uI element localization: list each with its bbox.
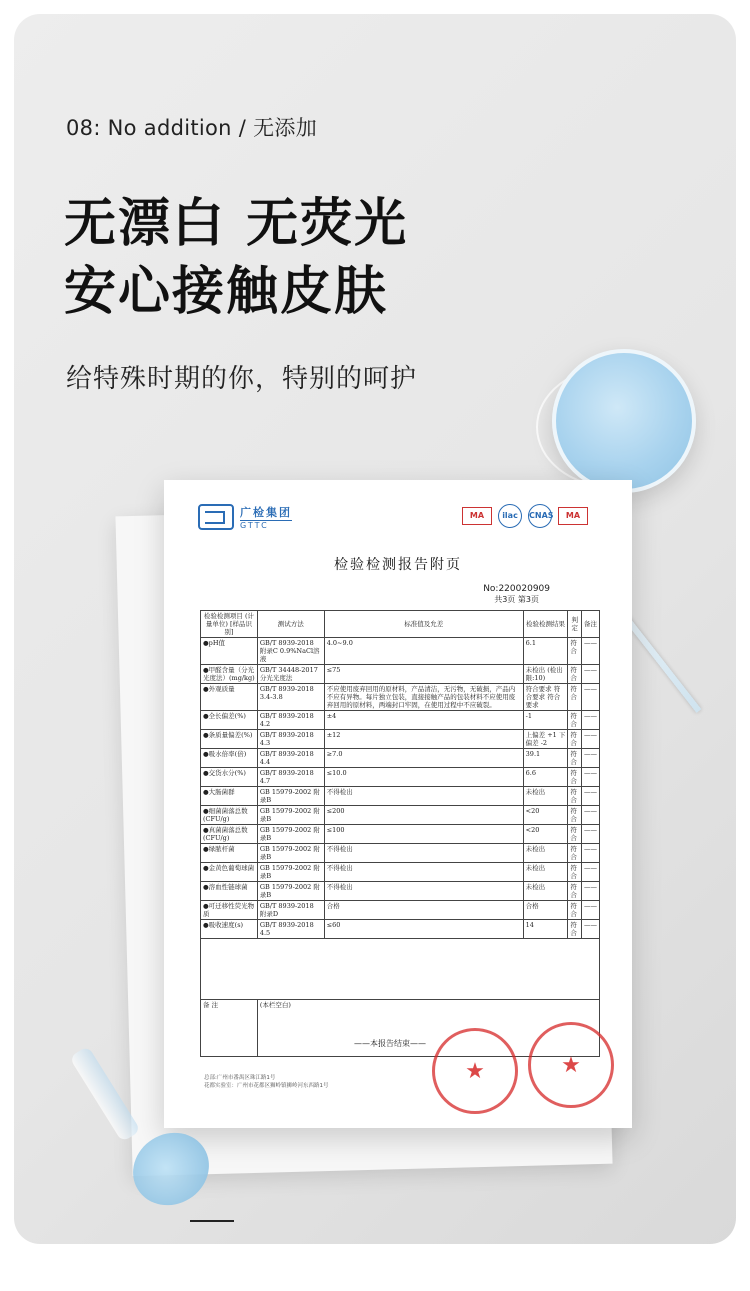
table-cell: ●外观质量 (201, 684, 258, 711)
table-cell: 符合 (568, 863, 582, 882)
table-cell: -1 (523, 711, 568, 730)
table-cell: 符合 (568, 684, 582, 711)
table-cell: ●全长偏差(%) (201, 711, 258, 730)
headline (64, 190, 408, 326)
table-row (201, 901, 600, 920)
test-results-table (200, 610, 600, 1057)
table-cell: ≤10.0 (324, 768, 523, 787)
content-card (14, 14, 736, 1244)
test-report-document (164, 480, 632, 1128)
table-cell: ●溶血性链球菌 (201, 882, 258, 901)
address-line: 总部:广州市番禺区珠江路1号 (204, 1075, 276, 1081)
table-cell: GB/T 8939-2018 3.4-3.8 (257, 684, 324, 711)
table-row (201, 844, 600, 863)
table-cell: —— (581, 825, 599, 844)
logo-en-text: GTTC (240, 520, 292, 530)
table-cell: GB/T 8939-2018 4.3 (257, 730, 324, 749)
table-cell: 14 (523, 920, 568, 939)
table-cell: —— (581, 882, 599, 901)
table-cell: 符合 (568, 901, 582, 920)
table-row (201, 749, 600, 768)
table-cell: 符合 (568, 844, 582, 863)
table-cell: ±12 (324, 730, 523, 749)
subheadline: 给特殊时期的你，特别的呵护 (66, 364, 418, 394)
table-row (201, 882, 600, 901)
table-cell: ●甲醛含量（分光光度法）(mg/kg) (201, 665, 258, 684)
table-cell: —— (581, 684, 599, 711)
table-cell: —— (581, 638, 599, 665)
report-title: 检验检测报告附页 (334, 557, 462, 573)
table-row (201, 787, 600, 806)
table-cell: 符合 (568, 882, 582, 901)
table-row (201, 825, 600, 844)
column-header: 检验检测项目 (计量单位) [样品识别] (201, 611, 258, 638)
table-cell: —— (581, 844, 599, 863)
table-cell: GB/T 8939-2018 4.2 (257, 711, 324, 730)
petri-dish-image (552, 349, 696, 493)
table-cell: 6.6 (523, 768, 568, 787)
lab-address (204, 1074, 329, 1090)
table-cell: GB 15979-2002 附录B (257, 863, 324, 882)
table-row (201, 920, 600, 939)
table-cell: 未检出 (检出限:10) (523, 665, 568, 684)
table-cell: ●条质量偏差(%) (201, 730, 258, 749)
table-cell: ≥7.0 (324, 749, 523, 768)
column-header: 测试方法 (257, 611, 324, 638)
table-row (201, 638, 600, 665)
table-row (201, 768, 600, 787)
table-cell: 符合 (568, 665, 582, 684)
table-cell: ●吸水倍率(倍) (201, 749, 258, 768)
red-stamp-icon-2: ★ (528, 1022, 614, 1108)
table-cell: ≤75 (324, 665, 523, 684)
table-cell: GB/T 8939-2018 附录C 0.9%NaCl溶液 (257, 638, 324, 665)
table-cell: —— (581, 749, 599, 768)
gttc-logo (198, 504, 292, 530)
table-cell: 符合 (568, 806, 582, 825)
table-cell: GB 15979-2002 附录B (257, 787, 324, 806)
table-cell: ●金黄色葡萄球菌 (201, 863, 258, 882)
table-cell: <20 (523, 825, 568, 844)
table-cell: ●真菌菌落总数(CFU/g) (201, 825, 258, 844)
column-header: 判定 (568, 611, 582, 638)
table-cell: ●大肠菌群 (201, 787, 258, 806)
table-cell: ●pH值 (201, 638, 258, 665)
report-page-count: 共3页 第3页 (494, 595, 539, 604)
table-cell: 符合 (568, 749, 582, 768)
table-cell: 上偏差 +1 下偏差 -2 (523, 730, 568, 749)
table-cell: 未检出 (523, 882, 568, 901)
ilac-mark-icon: ilac (498, 504, 522, 528)
table-cell: 符合 (568, 787, 582, 806)
section-eyebrow: 08: No addition / 无添加 (66, 116, 318, 140)
table-cell: GB/T 34448-2017 分光光度法 (257, 665, 324, 684)
address-line: 花都实验室：广州市花都区狮岭镇狮岭河东西路1号 (204, 1083, 329, 1089)
table-cell: GB 15979-2002 附录B (257, 882, 324, 901)
table-row (201, 806, 600, 825)
report-end-line: ——本报告结束—— (354, 1039, 426, 1048)
table-cell: ●交货水分(%) (201, 768, 258, 787)
table-cell: 4.0~9.0 (324, 638, 523, 665)
table-cell: 符合要求 符合要求 符合要求 (523, 684, 568, 711)
table-cell: —— (581, 787, 599, 806)
table-cell: ≤60 (324, 920, 523, 939)
report-number (483, 584, 550, 605)
table-cell: 6.1 (523, 638, 568, 665)
column-header: 检验检测结果 (523, 611, 568, 638)
table-cell: 合格 (523, 901, 568, 920)
headline-line-1: 无漂白 无荧光 (64, 194, 409, 254)
table-cell: GB/T 8939-2018 4.4 (257, 749, 324, 768)
table-row (201, 730, 600, 749)
table-cell: 不得检出 (324, 787, 523, 806)
table-cell: 符合 (568, 825, 582, 844)
table-cell: ±4 (324, 711, 523, 730)
table-cell: 符合 (568, 768, 582, 787)
table-cell: ●细菌菌落总数(CFU/g) (201, 806, 258, 825)
report-number-value: No:220020909 (483, 584, 550, 594)
table-cell: GB/T 8939-2018 附录D (257, 901, 324, 920)
cnas-mark-icon: CNAS (528, 504, 552, 528)
decorative-dash (190, 1220, 234, 1222)
table-cell: 不得检出 (324, 882, 523, 901)
gttc-logo-icon (198, 504, 234, 530)
table-row (201, 665, 600, 684)
table-cell: ●绿脓杆菌 (201, 844, 258, 863)
table-cell: GB/T 8939-2018 4.5 (257, 920, 324, 939)
table-cell: —— (581, 901, 599, 920)
cma-mark-icon-2: MA (558, 507, 588, 525)
table-cell: 合格 (324, 901, 523, 920)
table-cell: 符合 (568, 730, 582, 749)
table-cell: 39.1 (523, 749, 568, 768)
table-cell: —— (581, 665, 599, 684)
table-cell: ●吸收速度(s) (201, 920, 258, 939)
table-cell: GB 15979-2002 附录B (257, 825, 324, 844)
table-cell: 符合 (568, 638, 582, 665)
table-cell: 未检出 (523, 844, 568, 863)
table-cell: —— (581, 768, 599, 787)
note-label: 备 注 (201, 1000, 258, 1057)
table-cell: ≤100 (324, 825, 523, 844)
logo-cn-text: 广检集团 (240, 506, 292, 519)
table-cell: ●可迁移性荧光物质 (201, 901, 258, 920)
table-cell: 符合 (568, 920, 582, 939)
table-cell: 不得检出 (324, 844, 523, 863)
red-stamp-icon: ★ (432, 1028, 518, 1114)
table-cell: —— (581, 711, 599, 730)
headline-line-2: 安心接触皮肤 (64, 262, 389, 322)
table-row-blank (201, 939, 600, 1000)
table-row (201, 711, 600, 730)
table-cell: —— (581, 920, 599, 939)
column-header: 标准值及允差 (324, 611, 523, 638)
table-cell: —— (581, 863, 599, 882)
table-cell: 未检出 (523, 863, 568, 882)
table-cell: 符合 (568, 711, 582, 730)
table-cell: <20 (523, 806, 568, 825)
table-row (201, 863, 600, 882)
table-cell: GB 15979-2002 附录B (257, 806, 324, 825)
table-cell: 不应使用废弃回用的原材料，产品清洁，无污物，无破损，产品内不应有异物。每片独立包装，直接接触产品的包装材料不应使用废弃回用的原材料，两端封口牢固，在使用过程中不应破裂。 (324, 684, 523, 711)
table-cell: 不得检出 (324, 863, 523, 882)
table-cell: —— (581, 730, 599, 749)
table-cell: ≤200 (324, 806, 523, 825)
table-cell: GB 15979-2002 附录B (257, 844, 324, 863)
certification-marks (462, 504, 588, 528)
column-header: 备注 (581, 611, 599, 638)
table-cell: —— (581, 806, 599, 825)
cma-mark-icon: MA (462, 507, 492, 525)
table-cell: 未检出 (523, 787, 568, 806)
note-text: (本栏空白) (257, 1000, 599, 1057)
table-cell: GB/T 8939-2018 4.7 (257, 768, 324, 787)
table-row (201, 684, 600, 711)
